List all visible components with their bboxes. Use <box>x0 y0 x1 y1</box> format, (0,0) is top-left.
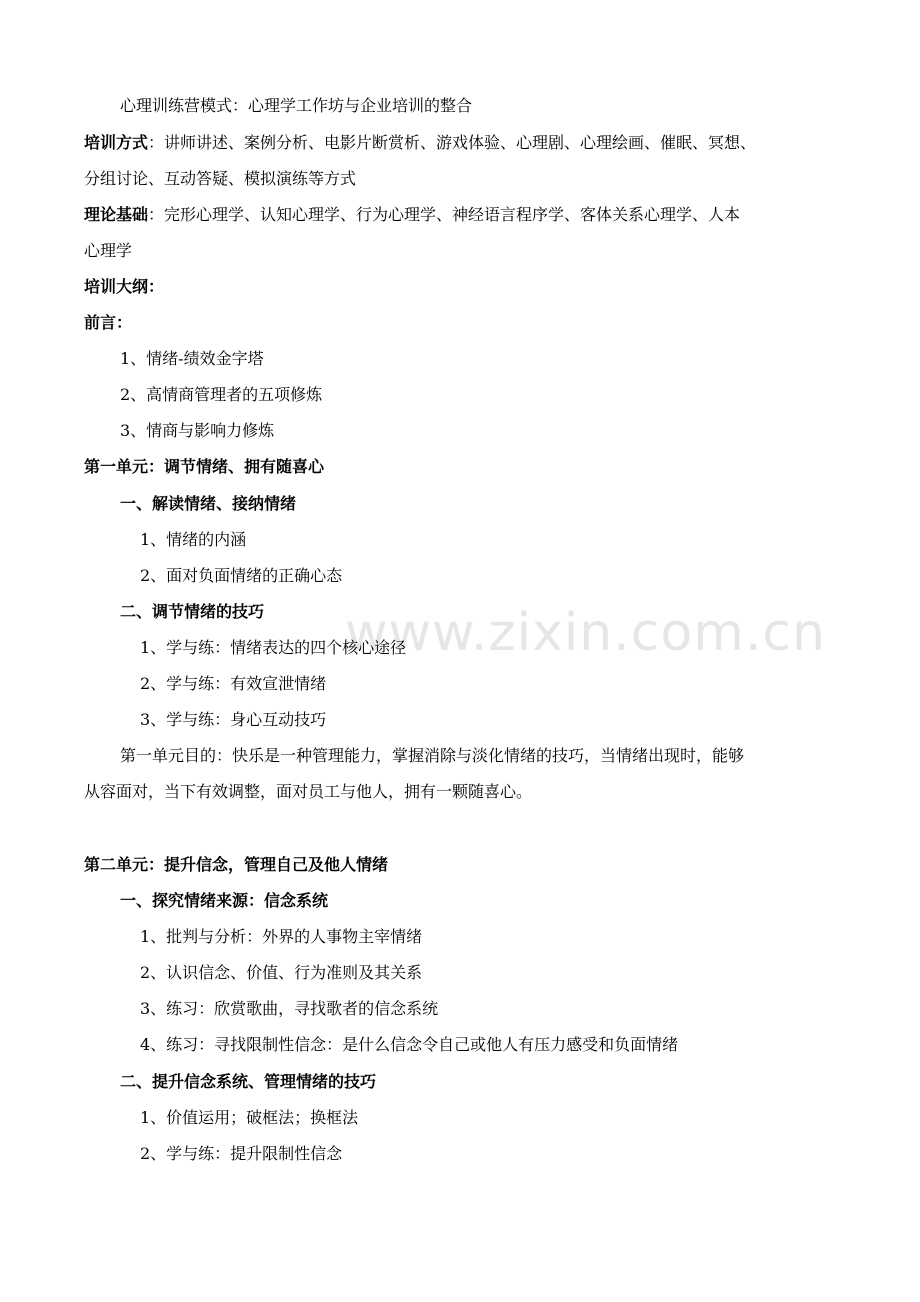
theory-basis-line-1 <box>84 205 740 225</box>
unit1-goal-line-1: 第一单元目的：快乐是一种管理能力，掌握消除与淡化情绪的技巧，当情绪出现时，能够 <box>120 746 745 765</box>
unit2-section1-item: 1、批判与分析：外界的人事物主宰情绪 <box>140 927 423 946</box>
theory-basis-label: 理论基础 <box>84 205 149 224</box>
unit1-heading: 第一单元：调节情绪、拥有随喜心 <box>84 457 325 476</box>
unit2-section1-item: 4、练习：寻找限制性信念：是什么信念令自己或他人有压力感受和负面情绪 <box>140 1035 679 1054</box>
unit1-section2-item: 3、学与练：身心互动技巧 <box>140 710 327 729</box>
preface-item: 1、情绪-绩效金字塔 <box>120 349 264 368</box>
unit2-section1-heading: 一、探究情绪来源：信念系统 <box>120 891 329 910</box>
unit1-section1-item: 2、面对负面情绪的正确心态 <box>140 566 343 585</box>
theory-basis-line-2: 心理学 <box>84 241 133 260</box>
unit1-section2-item: 1、学与练：情绪表达的四个核心途径 <box>140 638 407 657</box>
unit1-section1-item: 1、情绪的内涵 <box>140 530 247 549</box>
watermark-text: www.zixin.com.cn <box>345 603 826 663</box>
training-method-line-2: 分组讨论、互动答疑、模拟演练等方式 <box>84 169 357 188</box>
unit1-goal-line-2: 从容面对，当下有效调整，面对员工与他人，拥有一颗随喜心。 <box>84 782 533 801</box>
preface-item: 3、情商与影响力修炼 <box>120 421 275 440</box>
unit1-section2-item: 2、学与练：有效宣泄情绪 <box>140 674 327 693</box>
unit1-section1-heading: 一、解读情绪、接纳情绪 <box>120 494 297 513</box>
preface-item: 2、高情商管理者的五项修炼 <box>120 385 323 404</box>
preface-heading: 前言： <box>84 313 133 332</box>
outline-heading: 培训大纲： <box>84 277 165 296</box>
unit2-section2-heading: 二、提升信念系统、管理情绪的技巧 <box>120 1072 377 1091</box>
unit2-section1-item: 3、练习：欣赏歌曲，寻找歌者的信念系统 <box>140 999 439 1018</box>
training-method-label: 培训方式 <box>84 133 149 152</box>
unit2-section2-item: 2、学与练：提升限制性信念 <box>140 1144 343 1163</box>
document-title: 心理训练营模式：心理学工作坊与企业培训的整合 <box>120 96 473 115</box>
unit2-heading: 第二单元：提升信念，管理自己及他人情绪 <box>84 855 389 874</box>
theory-basis-text: ：完形心理学、认知心理学、行为心理学、神经语言程序学、客体关系心理学、人本 <box>148 205 741 224</box>
unit1-section2-heading: 二、调节情绪的技巧 <box>120 602 265 621</box>
training-method-text: ：讲师讲述、案例分析、电影片断赏析、游戏体验、心理剧、心理绘画、催眠、冥想、 <box>148 133 757 152</box>
training-method-line-1 <box>84 133 756 153</box>
unit2-section2-item: 1、价值运用；破框法；换框法 <box>140 1108 359 1127</box>
unit2-section1-item: 2、认识信念、价值、行为准则及其关系 <box>140 963 423 982</box>
